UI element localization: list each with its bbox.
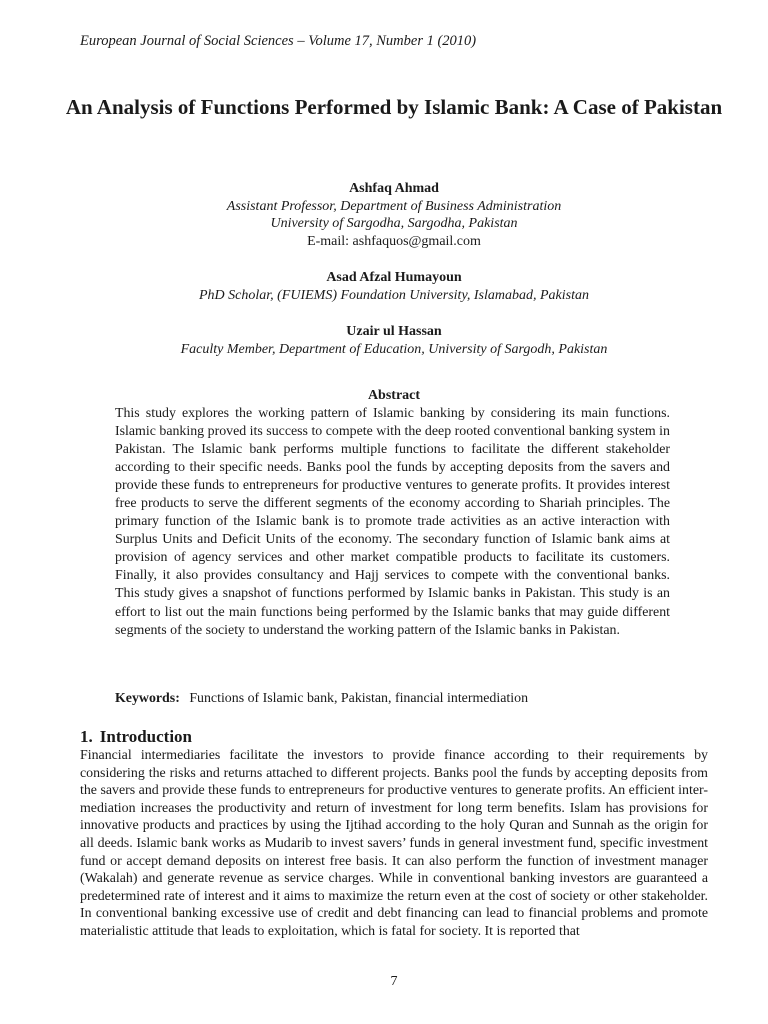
author-name: Asad Afzal Humayoun (326, 270, 462, 285)
section-number: 1. (80, 727, 93, 746)
keywords-text: Functions of Islamic bank, Pakistan, financial intermediation (189, 691, 529, 706)
author-block-2 (80, 269, 708, 304)
journal-header: European Journal of Social Sciences – Volume 17, Number 1 (2010) (80, 33, 477, 49)
author-affiliation: University of Sargodha, Sargodha, Pakistan (270, 216, 518, 231)
author-block-1 (80, 180, 708, 250)
author-affiliation: PhD Scholar, (FUIEMS) Foundation University, Islamabad, Pakistan (198, 287, 589, 303)
author-email: E-mail: ashfaquos@gmail.com (307, 233, 481, 249)
author-name: Uzair ul Hassan (346, 324, 442, 339)
keywords-label: Keywords: (115, 691, 180, 706)
author-name: Ashfaq Ahmad (349, 181, 439, 196)
section-heading-introduction (80, 727, 192, 747)
introduction-text: Financial intermediaries facilitate the investors to provide finance according to their requirements by considering the risks and returns attached to different projects. Banks pool the funds by accepting deposits from the savers and provide these funds to entrepreneurs for productive ventures to generate profits. An efficient inter-mediation increases the productivity and return of investment for long term benefits. Islam has provisions for innovative products and practices by using the Ijtihad according to the holy Quran and Sunnah as the origin for all deeds. Islamic bank works as Mudarib to invest savers’ funds in general investment fund, specific investment fund or accept demand deposits on interest free basis. It can also perform the function of investment manager (Wakalah) and generate revenue as service charges. While in conventional banking investors are guaranteed a predetermined rate of interest and it aims to maximize the return even at the cost of society or other stakeholder. In conventional banking excessive use of credit and debt financing can lead to financial problems and promote materialistic attitude that leads to exploitation, which is fatal for society. It is reported that (80, 748, 708, 939)
author-affiliation: Assistant Professor, Department of Business Administration (226, 198, 562, 214)
author-block-3 (80, 323, 708, 358)
page-number: 7 (390, 974, 398, 989)
section-title: Introduction (99, 727, 193, 746)
author-affiliation: Faculty Member, Department of Education, University of Sargodh, Pakistan (180, 341, 608, 357)
abstract-heading: Abstract (367, 388, 421, 403)
abstract-text: This study explores the working pattern of Islamic banking by considering its main functions. Islamic banking proved its success to compete with the deep rooted conventional banking system in Pakistan. The Islamic bank performs multiple functions to facilitate the different stakeholder according to their specific needs. Banks pool the funds by accepting deposits from the savers and provide these funds to entrepreneurs for productive ventures to generate profits. It provides interest free products to serve the different segments of the economy according to Shariah principles. The primary function of the Islamic bank is to promote trade activities as an active interaction with Surplus Units and Deficit Units of the economy. The secondary function of Islamic bank aims at provision of agency services and other market compatible products to facilitate its customers. Finally, it also provides consultancy and Hajj services to compete with the conventional banks. This study gives a snapshot of functions performed by Islamic banks in Pakistan. This study is an effort to list out the main functions being performed by the Islamic banks that may guide different segments of the society to understand the working pattern of the Islamic banks in Pakistan. (115, 406, 670, 638)
keywords-line (115, 691, 528, 707)
paper-title: An Analysis of Functions Performed by Islamic Bank: A Case of Pakistan (65, 95, 723, 119)
